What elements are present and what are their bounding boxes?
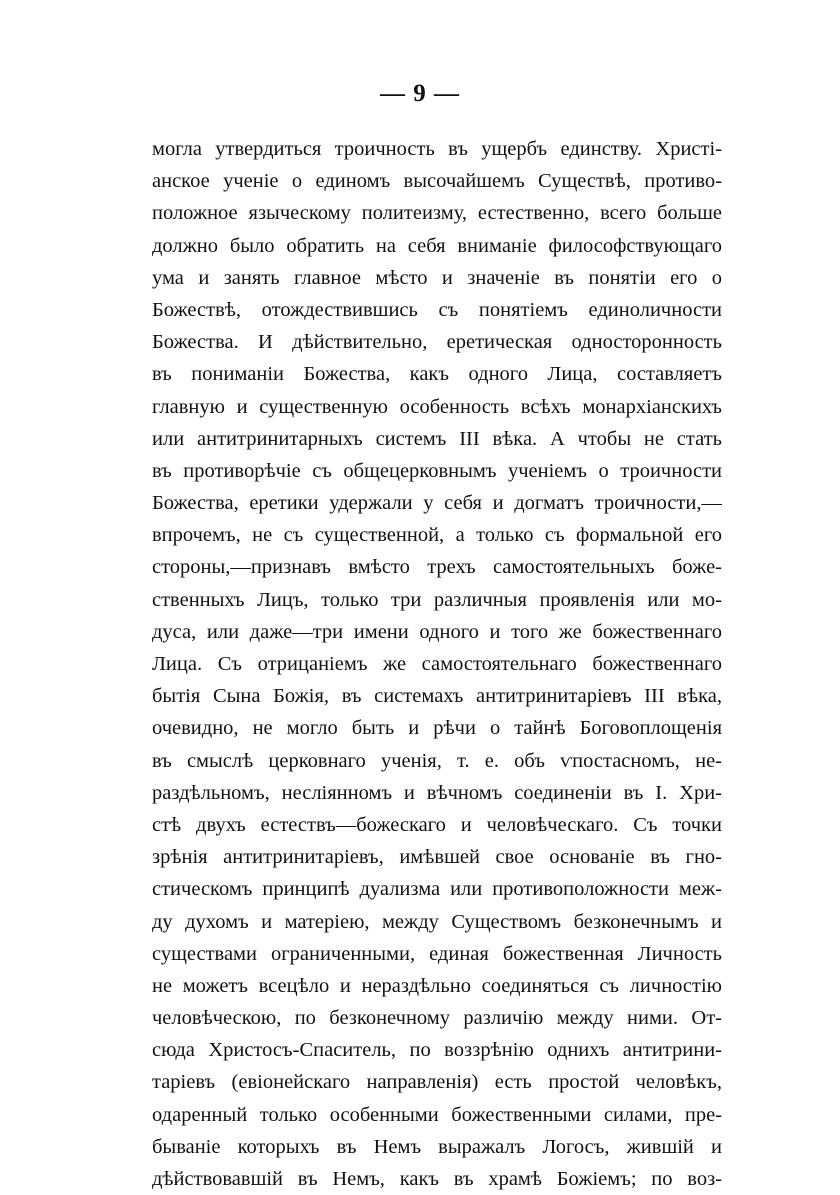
text-line: дѣйствовавшій въ Немъ, какъ въ храмѣ Божіемъ; по воз-: [152, 1168, 722, 1190]
text-line: Божествѣ, отождествившись съ понятіемъ единоличности: [152, 298, 722, 321]
text-line: могла утвердиться троичность въ ущербъ единству. Христі-: [152, 138, 722, 160]
text-line: Божества. И дѣйствительно, еретическая односторонность: [152, 331, 722, 354]
text-line: стороны,—признавъ вмѣсто трехъ самостоятельныхъ боже-: [152, 556, 722, 579]
text-line: человѣческою, по безконечному различію между ними. От-: [152, 1007, 722, 1030]
text-line: не можетъ всецѣло и нераздѣльно соединяться съ личностію: [152, 974, 722, 997]
text-line: Божества, еретики удержали у себя и догматъ троичности,—: [152, 492, 722, 515]
text-line: впрочемъ, не съ существенной, а только съ формальной его: [152, 524, 722, 547]
text-line: въ пониманіи Божества, какъ одного Лица, составляетъ: [152, 363, 722, 386]
text-line: Лица. Съ отрицаніемъ же самостоятельнаго божественнаго: [152, 653, 722, 675]
text-line: бытія Сына Божія, въ системахъ антитринитаріевъ III вѣка,: [152, 685, 722, 708]
text-line: главную и существенную особенность всѣхъ монархіанскихъ: [152, 395, 722, 418]
text-line: очевидно, не могло быть и рѣчи о тайнѣ Боговоплощенія: [152, 717, 722, 740]
text-line: ду духомъ и матеріею, между Существомъ безконечнымъ и: [152, 910, 722, 933]
body-text: [152, 133, 722, 1195]
text-line: зрѣнія антитринитаріевъ, имѣвшей свое основаніе въ гно-: [152, 846, 722, 869]
text-line: таріевъ (евіонейскаго направленія) есть простой человѣкъ,: [152, 1071, 722, 1094]
text-line: должно было обратить на себя вниманіе философствующаго: [152, 234, 722, 257]
text-line: или антитринитарныхъ системъ III вѣка. А чтобы не стать: [152, 427, 722, 450]
text-line: стѣ двухъ естествъ—божескаго и человѣческаго. Съ точки: [152, 813, 722, 836]
text-line: въ смыслѣ церковнаго ученія, т. е. объ ѵпостасномъ, не-: [152, 749, 722, 772]
text-line: положное языческому политеизму, естественно, всего больше: [152, 202, 722, 225]
text-line: ума и занять главное мѣсто и значеніе въ понятіи его о: [152, 266, 722, 289]
text-line: дуса, или даже—три имени одного и того же божественнаго: [152, 620, 722, 643]
text-line: раздѣльномъ, неслiянномъ и вѣчномъ соединеніи въ I. Хри-: [152, 781, 722, 804]
text-line: стическомъ принципѣ дуализма или противоположности меж-: [152, 878, 722, 901]
text-line: сюда Христосъ-Спаситель, по воззрѣнію однихъ антитрини-: [152, 1039, 722, 1062]
text-line: бываніе которыхъ въ Немъ выражалъ Логосъ, жившій и: [152, 1135, 722, 1158]
text-line: анское ученіе о единомъ высочайшемъ Существѣ, противо-: [152, 170, 722, 193]
text-line: въ противорѣчіе съ общецерковнымъ ученіемъ о троичности: [152, 459, 722, 482]
text-line: одаренный только особенными божественными силами, пре-: [152, 1103, 722, 1126]
text-line: существами ограниченными, единая божественная Личность: [152, 942, 722, 965]
text-line: ственныхъ Лицъ, только три различныя проявленія или мо-: [152, 588, 722, 611]
page-number: — 9 —: [380, 80, 460, 107]
